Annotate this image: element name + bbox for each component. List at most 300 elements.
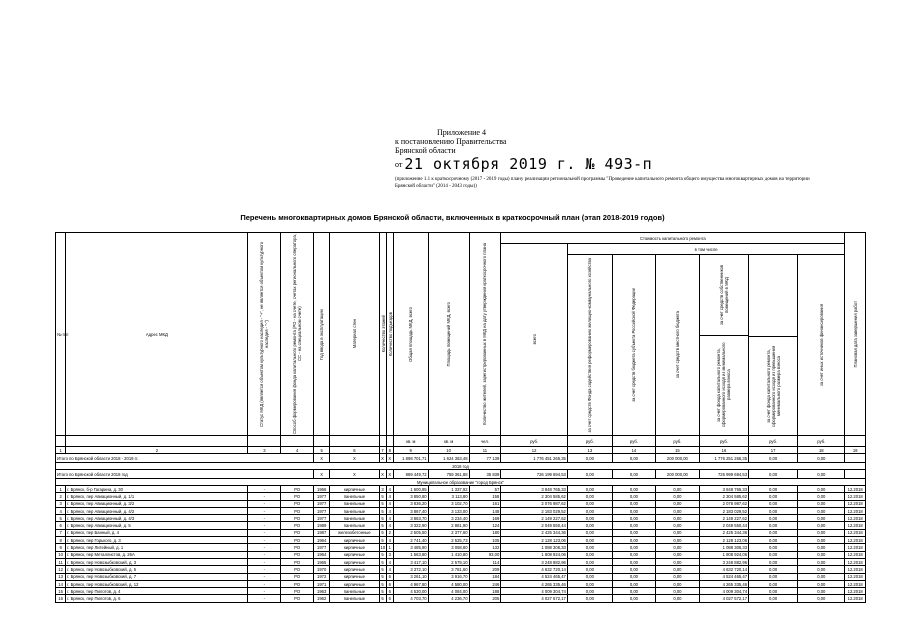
row-address: г. Брянск, пер Авиационный, д. 3/2: [66, 500, 248, 507]
table-row: [56, 493, 866, 500]
row-total-area: 4 703,70: [393, 595, 428, 602]
col-owners-over: за счет фонда капитального ремонта, сформированного исходя из превышения минимального размера взноса: [765, 345, 781, 427]
row-status: -: [248, 595, 281, 602]
row-material: кирпичные: [330, 580, 379, 587]
row-fund-method: РО: [281, 493, 314, 500]
row-local: 0,00: [655, 507, 699, 514]
row-other: 0,00: [798, 522, 845, 529]
row-status: -: [248, 544, 281, 551]
row-status: -: [248, 537, 281, 544]
row-premises-area: 2 377,60: [428, 529, 469, 536]
row-deadline: 12.2018: [845, 537, 866, 544]
row-floors: 5: [379, 515, 386, 522]
row-address: г. Брянск, пер Авиационный, д. 4/2: [66, 507, 248, 514]
total-deadline: [845, 470, 866, 479]
total-residents: 77 139: [469, 454, 501, 463]
row-status: -: [248, 522, 281, 529]
row-cost-total: 4 265 335,46: [501, 580, 568, 587]
row-num: 13: [56, 573, 66, 580]
row-status: -: [248, 558, 281, 565]
row-owners-min: 4 632 720,14: [699, 566, 748, 573]
row-owners-over: 0,00: [749, 515, 798, 522]
table-row: [56, 595, 866, 602]
total-fz: 0,00: [567, 454, 612, 463]
row-entrances: 3: [386, 551, 393, 558]
row-residents: 148: [469, 507, 501, 514]
row-year: 1963: [313, 588, 329, 595]
row-entrances: 6: [386, 595, 393, 602]
row-floors: 5: [379, 558, 386, 565]
row-owners-over: 0,00: [749, 522, 798, 529]
row-local: 0,00: [655, 537, 699, 544]
row-num: 7: [56, 529, 66, 536]
unit-cell: руб.: [655, 436, 699, 447]
table-row: [56, 580, 866, 587]
row-owners-min: 1 808 924,06: [699, 551, 748, 558]
table-row: [56, 588, 866, 595]
total-all-row: [56, 454, 866, 463]
row-status: -: [248, 507, 281, 514]
row-other: 0,00: [798, 515, 845, 522]
row-address: г. Брянск, пер Новозыбковский, д. 5: [66, 566, 248, 573]
row-federal: 0,00: [612, 515, 655, 522]
table-body: [56, 454, 866, 603]
row-material: панельные: [330, 522, 379, 529]
row-floors: 5: [379, 493, 386, 500]
handwritten-date: 21 октября 2019 г. № 493-п: [404, 155, 653, 173]
row-fund-method: РО: [281, 588, 314, 595]
row-entrances: 2: [386, 529, 393, 536]
col-floors: Количество этажей: [380, 315, 386, 353]
row-residents: 105: [469, 537, 501, 544]
row-deadline: 12.2018: [845, 522, 866, 529]
row-fund-fz: 0,00: [567, 573, 612, 580]
row-fund-method: РО: [281, 515, 314, 522]
row-premises-area: 3 113,80: [428, 493, 469, 500]
row-premises-area: 2 525,73: [428, 537, 469, 544]
row-fund-fz: 0,00: [567, 507, 612, 514]
row-address: г. Брянск, пер Авиационный, д. 5: [66, 522, 248, 529]
row-deadline: 12.2018: [845, 486, 866, 493]
row-local: 0,00: [655, 580, 699, 587]
row-cost-total: 4 009 304,74: [501, 588, 568, 595]
row-year: 1971: [313, 580, 329, 587]
row-federal: 0,00: [612, 493, 655, 500]
col-total-area: Общая площадь МКД, всего: [408, 306, 414, 362]
row-deadline: 12.2018: [845, 566, 866, 573]
row-owners-min: 3 248 882,96: [699, 558, 748, 565]
row-entrances: 4: [386, 515, 393, 522]
row-fund-fz: 0,00: [567, 522, 612, 529]
total-residents: 35 839: [469, 470, 501, 479]
row-total-area: 2 741,40: [393, 537, 428, 544]
row-local: 0,00: [655, 544, 699, 551]
row-owners-over: 0,00: [749, 544, 798, 551]
row-num: 6: [56, 522, 66, 529]
row-num: 15: [56, 588, 66, 595]
units-row: [56, 436, 866, 447]
row-local: 0,00: [655, 558, 699, 565]
row-owners-over: 0,00: [749, 493, 798, 500]
row-federal: 0,00: [612, 580, 655, 587]
unit-cell-empty: [386, 436, 393, 447]
total-area: 1 898 701,71: [393, 454, 428, 463]
unit-cell: руб.: [749, 436, 798, 447]
row-fund-method: РО: [281, 573, 314, 580]
row-residents: 93,00: [469, 551, 501, 558]
row-floors: 5: [379, 551, 386, 558]
row-deadline: 12.2018: [845, 573, 866, 580]
row-owners-min: 2 304 585,62: [699, 493, 748, 500]
row-material: панельные: [330, 500, 379, 507]
total-other: 0,00: [798, 470, 845, 479]
resolution-line: к постановлению Правительства: [395, 137, 507, 146]
total-owners-min: 725 999 694,53: [699, 470, 748, 479]
row-federal: 0,00: [612, 537, 655, 544]
table-row: [56, 515, 866, 522]
column-number: 3: [248, 447, 281, 454]
row-premises-area: 3 781,60: [428, 566, 469, 573]
appendix-label: Приложение 4: [437, 128, 486, 137]
row-premises-area: 1 410,80: [428, 551, 469, 558]
col-material: Материал стен: [351, 319, 357, 349]
column-number: 4: [281, 447, 314, 454]
row-federal: 0,00: [612, 595, 655, 602]
col-entrances: Количество подъездов: [387, 311, 393, 357]
row-fund-method: РО: [281, 566, 314, 573]
row-premises-area: 3 102,70: [428, 500, 469, 507]
total-federal: 0,00: [612, 454, 655, 463]
total-premises: 759 361,88: [428, 470, 469, 479]
date-prefix: от: [395, 160, 403, 169]
row-address: г. Брянск, пер Литейный, д. 1: [66, 544, 248, 551]
row-premises-area: 3 058,80: [428, 544, 469, 551]
row-premises-area: 3 133,00: [428, 507, 469, 514]
row-fund-method: РО: [281, 486, 314, 493]
column-number: 6: [330, 447, 379, 454]
row-residents: 184: [469, 573, 501, 580]
col-owners-group: за счет средств собственников помещений в МКД: [718, 264, 729, 326]
total-premises: 1 624 363,48: [428, 454, 469, 463]
table-row: [56, 507, 866, 514]
row-other: 0,00: [798, 595, 845, 602]
row-local: 0,00: [655, 529, 699, 536]
row-residents: 188: [469, 588, 501, 595]
row-material: панельные: [330, 515, 379, 522]
row-total-area: 3 322,90: [393, 522, 428, 529]
column-number: 7: [379, 447, 386, 454]
row-year: 1970: [313, 566, 329, 573]
row-status: -: [248, 529, 281, 536]
row-total-area: 1 600,85: [393, 486, 428, 493]
row-status: -: [248, 493, 281, 500]
row-deadline: 12.2018: [845, 500, 866, 507]
unit-cell: кв. м: [393, 436, 428, 447]
row-owners-min: 2 049 550,44: [699, 522, 748, 529]
row-floors: 5: [379, 573, 386, 580]
row-num: 5: [56, 515, 66, 522]
col-address: Адрес МКД: [66, 233, 248, 436]
column-number: 18: [798, 447, 845, 454]
row-federal: 0,00: [612, 507, 655, 514]
row-entrances: 4: [386, 507, 393, 514]
row-fund-method: РО: [281, 580, 314, 587]
row-other: 0,00: [798, 551, 845, 558]
col-owners-min: за счет фонда капитального ремонта, сформированного исходя из минимального размера взноса: [716, 342, 732, 428]
row-residents: 114: [469, 558, 501, 565]
row-address: г. Брянск, пер Новозыбковский, д. 7: [66, 573, 248, 580]
row-residents: 205: [469, 595, 501, 602]
row-other: 0,00: [798, 493, 845, 500]
row-fund-method: РО: [281, 522, 314, 529]
row-address: г. Брянск, б-р Гагарина, д. 30: [66, 486, 248, 493]
row-fund-method: РО: [281, 558, 314, 565]
row-total-area: 3 863,70: [393, 515, 428, 522]
row-floors: 10: [380, 545, 386, 551]
row-premises-area: 2 579,10: [428, 558, 469, 565]
row-material: панельные: [330, 507, 379, 514]
total-x: X: [379, 470, 386, 479]
table-row: [56, 486, 866, 493]
row-address: г. Брянск, пер Пилотов, д. 6: [66, 595, 248, 602]
row-total-area: 2 505,50: [393, 529, 428, 536]
col-num: № п/п: [56, 233, 66, 436]
municipality-section: [56, 479, 866, 486]
row-residents: 132: [469, 544, 501, 551]
unit-cell-empty: [330, 436, 379, 447]
row-entrances: 4: [386, 558, 393, 565]
row-material: железобетонные: [330, 529, 379, 536]
row-cost-total: 4 524 465,47: [501, 573, 568, 580]
row-year: 1972: [313, 573, 329, 580]
row-other: 0,00: [798, 507, 845, 514]
unit-cell-empty: [845, 436, 866, 447]
row-residents: 180: [469, 529, 501, 536]
row-floors: 5: [379, 537, 386, 544]
col-cost-group: Стоимость капитального ремонта: [501, 233, 845, 244]
unit-cell-empty: [66, 436, 248, 447]
row-owners-min: 2 149 227,62: [699, 515, 748, 522]
row-local: 0,00: [655, 486, 699, 493]
row-entrances: 4: [386, 493, 393, 500]
table-row: [56, 558, 866, 565]
row-cost-total: 2 128 123,06: [501, 537, 568, 544]
row-floors: 3: [379, 486, 386, 493]
row-owners-min: 3 848 765,33: [699, 486, 748, 493]
row-other: 0,00: [798, 588, 845, 595]
row-premises-area: 4 580,00: [428, 580, 469, 587]
row-material: кирпичные: [330, 566, 379, 573]
row-cost-total: 3 248 882,96: [501, 558, 568, 565]
row-year: 1977: [313, 544, 329, 551]
row-deadline: 12.2018: [845, 551, 866, 558]
row-residents: 57: [469, 486, 501, 493]
row-status: -: [248, 551, 281, 558]
row-other: 0,00: [798, 573, 845, 580]
appendix-note: (приложение 1.1 к краткосрочному (2017 - 2019 годы) плану реализации региональной программы "Проведение капитального ремонта общего имущества многоквартирных домов на территории Брянской области" (2014 - 2043 годы)): [395, 177, 810, 189]
total-deadline: [845, 454, 866, 463]
row-other: 0,00: [798, 558, 845, 565]
row-fund-method: РО: [281, 595, 314, 602]
unit-cell-empty: [281, 436, 314, 447]
row-total-area: 3 417,10: [393, 558, 428, 565]
row-premises-area: 1 337,92: [428, 486, 469, 493]
row-federal: 0,00: [612, 566, 655, 573]
row-fund-method: РО: [281, 544, 314, 551]
row-fund-method: РО: [281, 529, 314, 536]
table-row: [56, 544, 866, 551]
table-row: [56, 573, 866, 580]
row-other: 0,00: [798, 544, 845, 551]
column-number: 14: [612, 447, 655, 454]
row-year: 1977: [313, 507, 329, 514]
row-residents: 124: [469, 522, 501, 529]
row-deadline: 12.2018: [845, 558, 866, 565]
unit-cell: чел.: [469, 436, 501, 447]
row-total-area: 1 563,80: [393, 551, 428, 558]
row-material: кирпичные: [330, 551, 379, 558]
row-floors: 5: [379, 566, 386, 573]
row-residents: 209: [469, 566, 501, 573]
column-number: 1: [56, 447, 66, 454]
row-year: 1965: [313, 558, 329, 565]
unit-cell: руб.: [501, 436, 568, 447]
row-address: г. Брянск, пер Банный, д. 4: [66, 529, 248, 536]
total-cost: 726 199 694,53: [501, 470, 568, 479]
column-numbers-row: [56, 447, 866, 454]
table-row: [56, 566, 866, 573]
row-local: 0,00: [655, 515, 699, 522]
col-premises-area: Площадь помещений МКД, всего: [446, 301, 452, 367]
column-number: 13: [567, 447, 612, 454]
row-fund-fz: 0,00: [567, 544, 612, 551]
municipality-section-label: Муниципальное образование "город Брянск": [56, 479, 866, 486]
row-address: г. Брянск, пер Металлистов, д. 26А: [66, 551, 248, 558]
row-status: -: [248, 566, 281, 573]
total-x: X: [386, 470, 393, 479]
row-year: 1964: [313, 551, 329, 558]
row-owners-over: 0,00: [749, 551, 798, 558]
row-num: 11: [56, 558, 66, 565]
row-fund-fz: 0,00: [567, 566, 612, 573]
row-material: кирпичные: [330, 558, 379, 565]
row-fund-fz: 0,00: [567, 595, 612, 602]
row-cost-total: 3 848 765,33: [501, 486, 568, 493]
document-header: [395, 128, 875, 190]
row-num: 16: [56, 595, 66, 602]
row-material: панельные: [330, 493, 379, 500]
total-2018-row: [56, 470, 866, 479]
row-cost-total: 4 027 572,17: [501, 595, 568, 602]
row-floors: 5: [379, 595, 386, 602]
row-premises-area: 3 916,70: [428, 573, 469, 580]
row-owners-min: 2 425 344,36: [699, 529, 748, 536]
row-total-area: 3 485,90: [393, 544, 428, 551]
row-entrances: 4: [386, 522, 393, 529]
row-num: 4: [56, 507, 66, 514]
total-x: X: [386, 454, 393, 463]
row-owners-over: 0,00: [749, 529, 798, 536]
row-material: кирпичные: [330, 544, 379, 551]
row-fund-method: РО: [281, 507, 314, 514]
houses-table: [55, 232, 866, 603]
row-status: -: [248, 588, 281, 595]
row-floors: 5: [379, 529, 386, 536]
row-local: 0,00: [655, 573, 699, 580]
row-total-area: 3 836,20: [393, 500, 428, 507]
row-owners-min: 2 076 987,62: [699, 500, 748, 507]
row-total-area: 3 850,80: [393, 493, 428, 500]
row-owners-min: 2 183 029,52: [699, 507, 748, 514]
row-fund-method: РО: [281, 500, 314, 507]
row-year: 1989: [313, 522, 329, 529]
row-fund-fz: 0,00: [567, 558, 612, 565]
column-number: 19: [845, 447, 866, 454]
table-row: [56, 551, 866, 558]
row-local: 0,00: [655, 500, 699, 507]
row-other: 0,00: [798, 486, 845, 493]
column-number: 10: [428, 447, 469, 454]
unit-cell: руб.: [798, 436, 845, 447]
unit-cell: кв. м: [428, 436, 469, 447]
row-year: 1977: [313, 500, 329, 507]
row-local: 0,00: [655, 566, 699, 573]
row-status: -: [248, 573, 281, 580]
row-owners-over: 0,00: [749, 537, 798, 544]
row-federal: 0,00: [612, 522, 655, 529]
total-area: 889 449,72: [393, 470, 428, 479]
row-floors: 5: [379, 507, 386, 514]
unit-cell-empty: [379, 436, 386, 447]
row-federal: 0,00: [612, 486, 655, 493]
row-material: кирпичные: [330, 486, 379, 493]
row-total-area: 4 967,80: [393, 580, 428, 587]
row-residents: 161: [469, 500, 501, 507]
year-section: [56, 463, 866, 470]
row-federal: 0,00: [612, 558, 655, 565]
row-fund-fz: 0,00: [567, 551, 612, 558]
region-line: Брянской области: [395, 146, 456, 155]
row-fund-method: РО: [281, 537, 314, 544]
row-num: 1: [56, 486, 66, 493]
row-deadline: 12.2018: [845, 595, 866, 602]
unit-cell: руб.: [612, 436, 655, 447]
row-owners-min: 2 128 123,06: [699, 537, 748, 544]
table-row: [56, 500, 866, 507]
row-cost-total: 2 304 585,62: [501, 493, 568, 500]
row-fund-fz: 0,00: [567, 537, 612, 544]
total-other: 0,00: [798, 454, 845, 463]
column-number: 15: [655, 447, 699, 454]
row-premises-area: 4 236,70: [428, 595, 469, 602]
row-entrances: 1: [386, 544, 393, 551]
row-status: -: [248, 486, 281, 493]
row-residents: 169: [469, 515, 501, 522]
row-total-area: 3 261,10: [393, 573, 428, 580]
total-label: Итого по Брянской области 2018 год: [56, 470, 314, 479]
row-fund-method: РО: [281, 551, 314, 558]
row-owners-min: 4 009 304,74: [699, 588, 748, 595]
unit-cell-empty: [248, 436, 281, 447]
row-cost-total: 2 049 550,44: [501, 522, 568, 529]
row-premises-area: 2 881,90: [428, 522, 469, 529]
date-line: [395, 155, 875, 174]
row-owners-over: 0,00: [749, 595, 798, 602]
row-premises-area: 4 084,00: [428, 588, 469, 595]
row-other: 0,00: [798, 529, 845, 536]
row-floors: 5: [379, 500, 386, 507]
row-federal: 0,00: [612, 573, 655, 580]
